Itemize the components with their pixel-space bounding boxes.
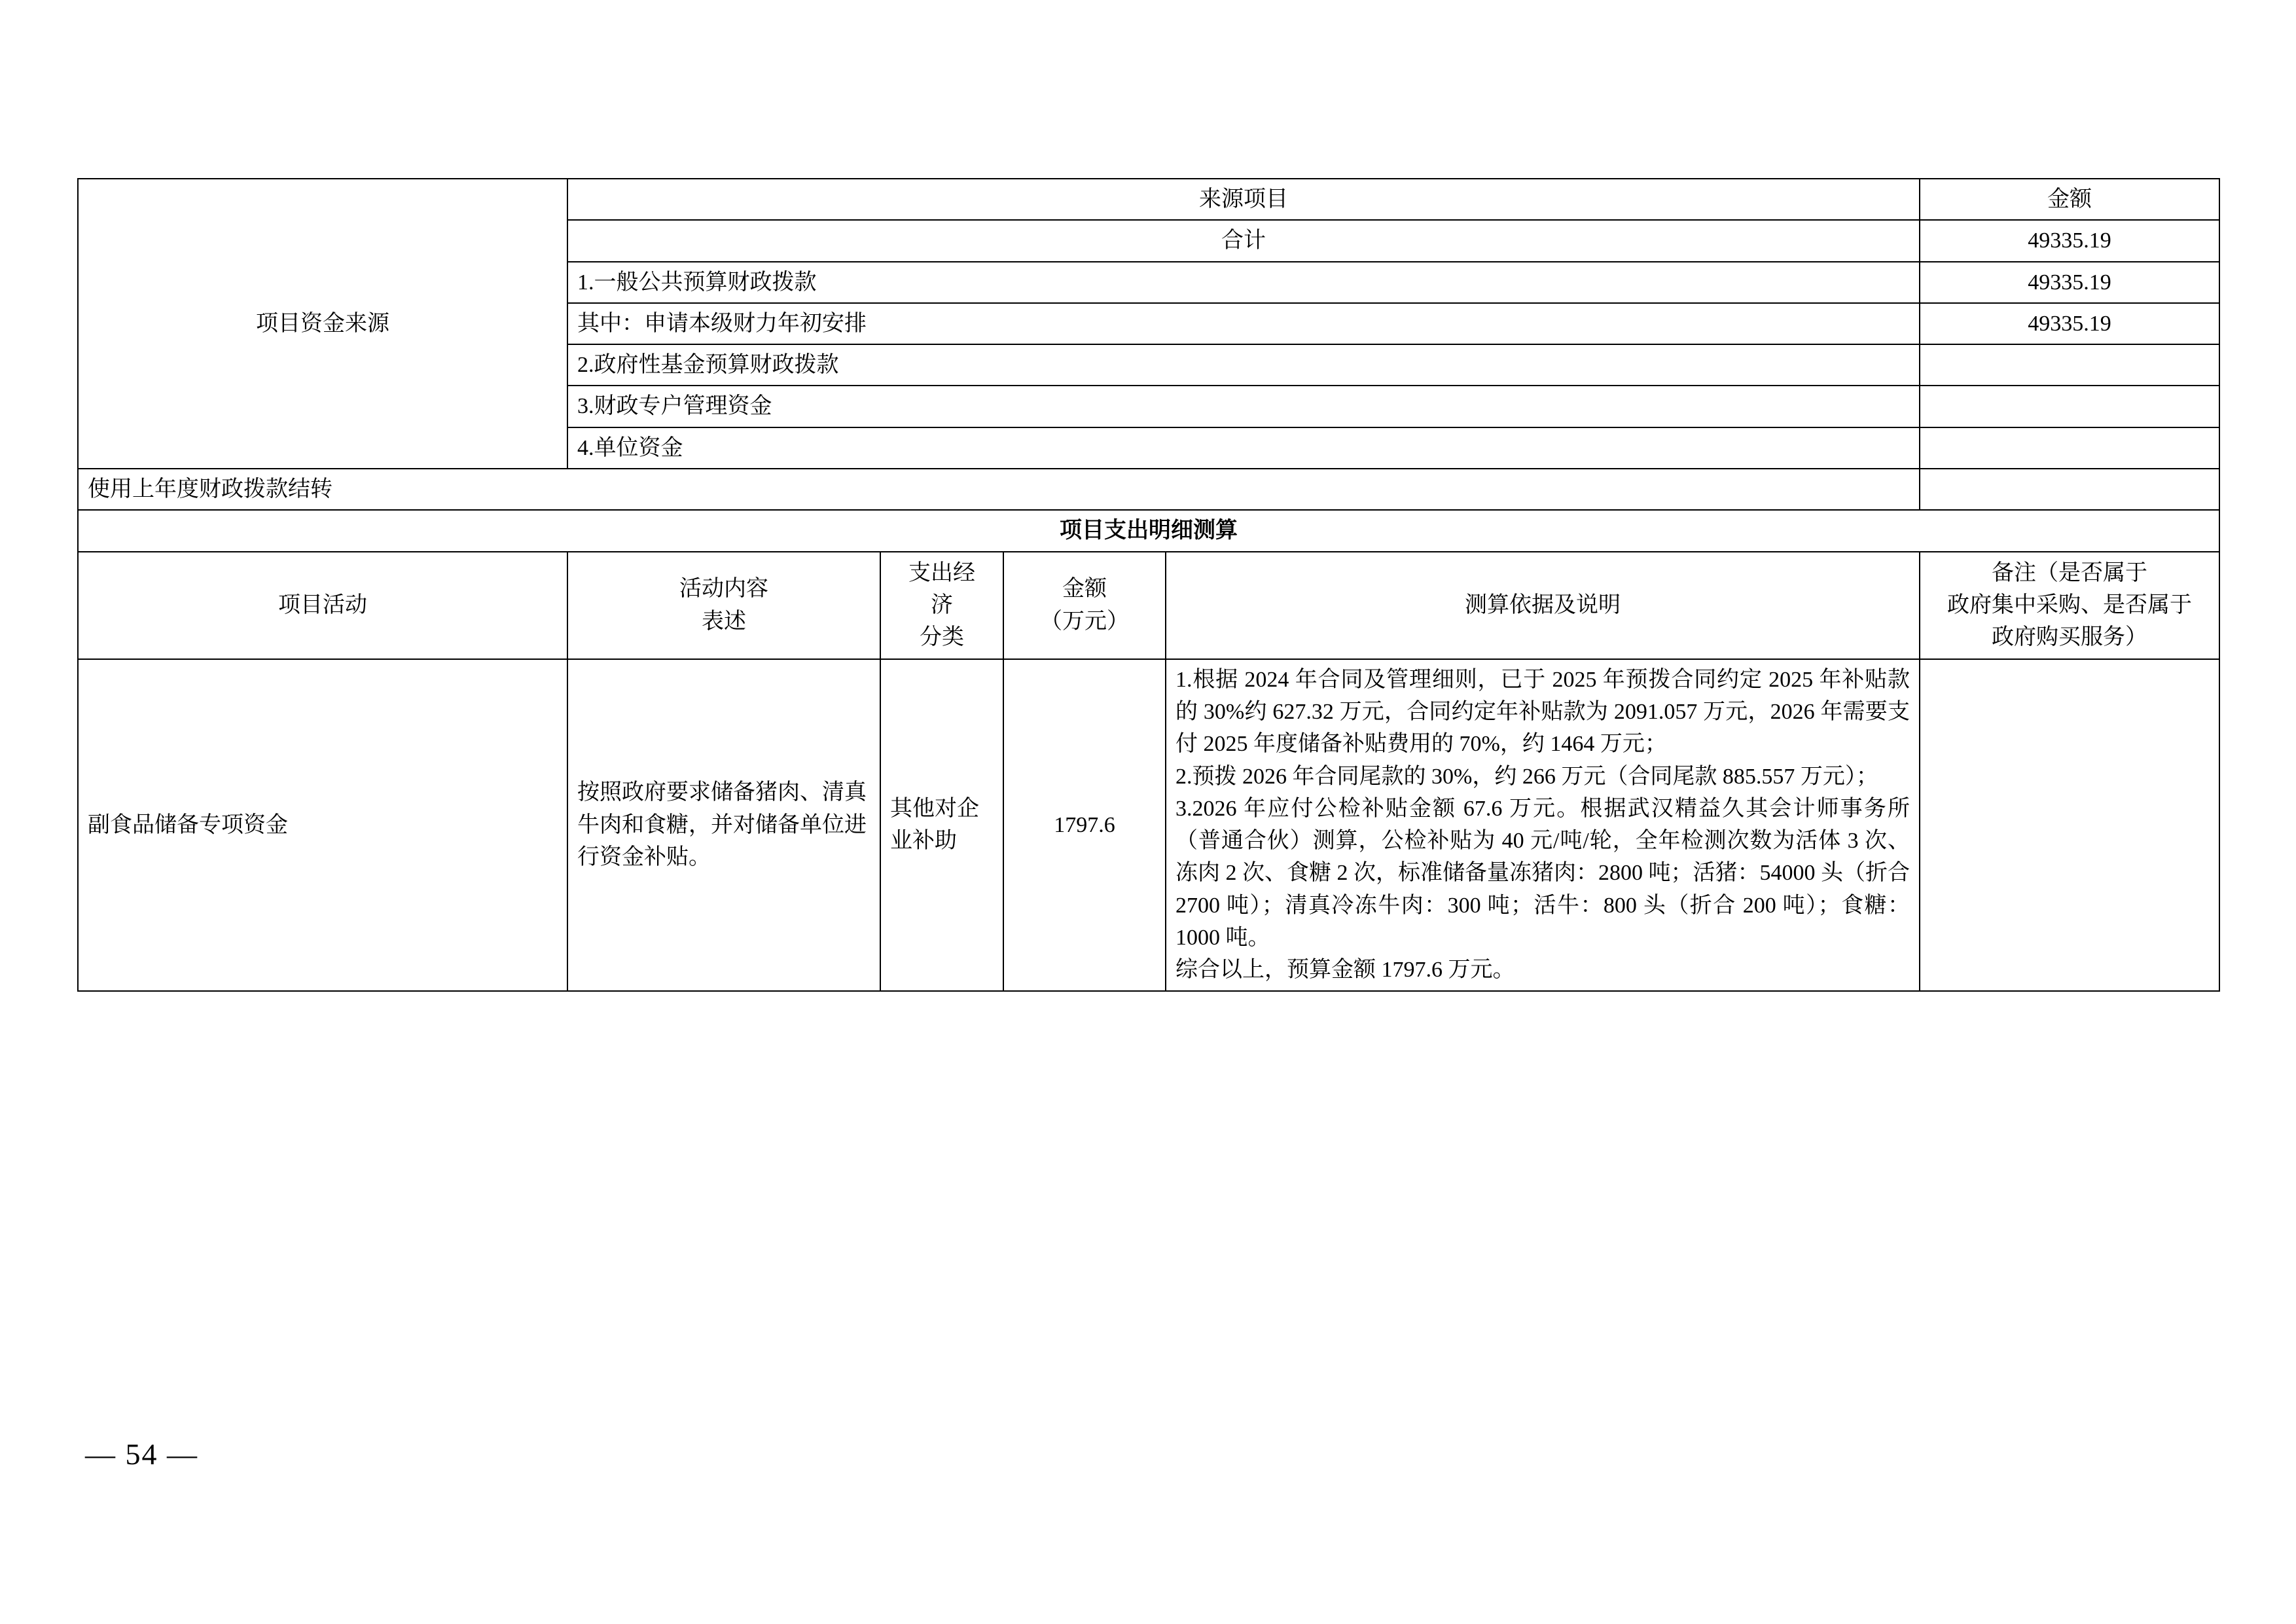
row-economic-category: 其他对企业补助: [880, 659, 1003, 991]
column-header-basis: 测算依据及说明: [1166, 552, 1920, 659]
source-name: 2.政府性基金预算财政拨款: [567, 344, 1920, 386]
row-amount: 1797.6: [1003, 659, 1166, 991]
source-header: 来源项目: [567, 179, 1920, 220]
column-header-content-line1: 活动内容: [679, 577, 768, 602]
column-header-amount: [1003, 552, 1166, 659]
funding-source-label: 项目资金来源: [78, 179, 567, 469]
column-header-remark: [1920, 552, 2219, 659]
column-header-economic: [880, 552, 1003, 659]
source-name: 合计: [567, 220, 1920, 261]
source-name: 其中：申请本级财力年初安排: [567, 303, 1920, 344]
source-name: 3.财政专户管理资金: [567, 386, 1920, 427]
column-header-activity: 项目活动: [78, 552, 567, 659]
source-amount: 49335.19: [1920, 220, 2219, 261]
amount-header: 金额: [1920, 179, 2219, 220]
detail-header-row: [78, 552, 2219, 659]
table-row: [78, 179, 2219, 220]
basis-paragraph: 1.根据 2024 年合同及管理细则，已于 2025 年预拨合同约定 2025 年补贴款的 30%约 627.32 万元，合同约定年补贴款为 2091.057 万元，2026 年需要支付 2025 年度储备补贴费用的 70%，约 1464 万元；: [1175, 667, 1910, 757]
column-header-content-line2: 表述: [702, 609, 746, 634]
detail-section-row: [78, 510, 2219, 551]
source-name: 使用上年度财政拨款结转: [78, 469, 1920, 510]
source-name: 4.单位资金: [567, 427, 1920, 469]
row-basis: [1166, 659, 1920, 991]
source-amount: [1920, 386, 2219, 427]
column-header-economic-line3: 分类: [920, 625, 964, 650]
row-remark: [1920, 659, 2219, 991]
basis-paragraph: 综合以上，预算金额 1797.6 万元。: [1175, 958, 1515, 983]
column-header-remark-line2: 政府集中采购、是否属于: [1947, 593, 2192, 618]
table-row: [78, 659, 2219, 991]
row-content: 按照政府要求储备猪肉、清真牛肉和食糖，并对储备单位进行资金补贴。: [567, 659, 880, 991]
source-amount: 49335.19: [1920, 303, 2219, 344]
source-name: 1.一般公共预算财政拨款: [567, 262, 1920, 303]
column-header-remark-line1: 备注（是否属于: [1992, 560, 2147, 585]
column-header-economic-line1: 支出经: [908, 560, 975, 585]
column-header-remark-line3: 政府购买服务）: [1992, 625, 2147, 650]
basis-paragraph: 2.预拨 2026 年合同尾款的 30%，约 266 万元（合同尾款 885.557 万元）；: [1175, 764, 1878, 789]
column-header-amount-line2: （万元）: [1040, 609, 1129, 634]
budget-table: [77, 178, 2220, 992]
column-header-content: [567, 552, 880, 659]
source-amount: 49335.19: [1920, 262, 2219, 303]
source-amount: [1920, 427, 2219, 469]
table-row: [78, 469, 2219, 510]
column-header-economic-line2: 济: [931, 593, 953, 618]
source-amount: [1920, 344, 2219, 386]
source-amount: [1920, 469, 2219, 510]
detail-section-title: 项目支出明细测算: [78, 510, 2219, 551]
page-number: — 54 —: [85, 1437, 198, 1471]
basis-paragraph: 3.2026 年应付公检补贴金额 67.6 万元。根据武汉精益久其会计师事务所（普通合伙）测算，公检补贴为 40 元/吨/轮，全年检测次数为活体 3 次、冻肉 2 次、食糖 2 次，标准储备量冻猪肉：2800 吨；活猪：54000 头（折合 2700 吨）；清真冷冻牛肉：300 吨；活牛：800 头（折合 200 吨）；食糖：1000 吨。: [1175, 796, 1910, 950]
row-activity: 副食品储备专项资金: [78, 659, 567, 991]
column-header-amount-line1: 金额: [1062, 577, 1107, 602]
